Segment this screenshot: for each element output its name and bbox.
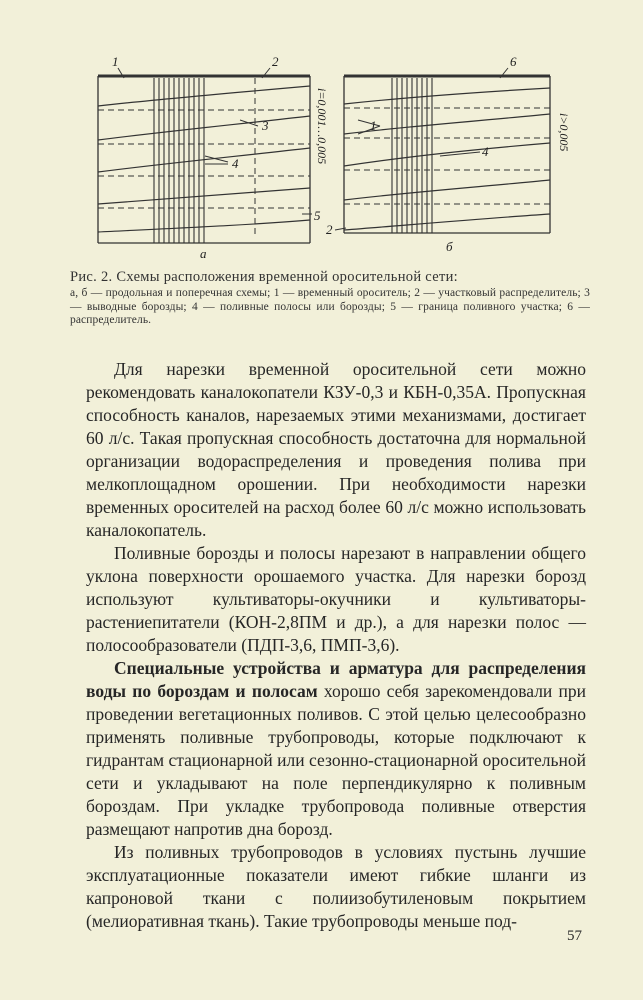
figure-svg <box>80 48 580 268</box>
paragraph-2: Поливные борозды и полосы нарезают в направлении общего уклона поверхности орошаемого участка. Для нарезки борозд используют культиваторы-окучники и культиваторы-растениепитатели (КОН-2,8ПМ и др.), а для нарезки полос — полосообразователи (ПДП-3,6, ПМП-3,6). <box>86 543 586 655</box>
paragraph-3-bold-lead: Специальные устройства и арматура для распределения воды по бороздам и полосам <box>86 658 586 701</box>
paragraph-3-rest: хорошо себя зарекомендовали при проведении вегетационных поливов. С этой целью целесообразно применять поливные трубопроводы, которые подключают к гидрантам стационарной или сезонно-стационарной оросительной сети и укладывают на поле перпендикулярно к поливным бороздам. При укладке трубопровода поливные отверстия размещают напротив дна борозд. <box>86 681 586 839</box>
left-diagram <box>98 68 312 243</box>
caption-title: Рис. 2. Схемы расположения временной оросительной сети: <box>70 269 458 285</box>
paragraph-4: Из поливных трубопроводов в условиях пустынь лучшие эксплуатационные показатели имеют гибкие шланги из капроновой ткани с полиизобутиленовым покрытием (мелиоративная ткань). Такие трубопроводы меньше под- <box>86 842 586 931</box>
right-slope-label: i>0,005 <box>557 113 571 152</box>
left-slope-label: i=0,001…0,005 <box>315 88 329 165</box>
right-diagram-letter: б <box>446 239 453 254</box>
paragraph-1: Для нарезки временной оросительной сети можно рекомендовать каналокопатели КЗУ-0,3 и КБН-0,35А. Пропускная способность каналов, нарезаемых этими механизмами, достигает 60 л/с. Такая пропускная способность достаточна для нормальной организации водораспределения и проведения полива при мелкоплощадном орошении. При необходимости нарезки временных оросителей на расход более 60 л/с можно использовать каналокопатель. <box>86 359 586 540</box>
left-callout-3: 3 <box>262 118 269 133</box>
left-callout-1: 1 <box>112 54 119 69</box>
right-callout-1: 1 <box>370 118 377 133</box>
figure-caption <box>70 270 590 328</box>
left-callout-2: 2 <box>272 54 279 69</box>
left-diagram-letter: а <box>200 246 207 261</box>
caption-legend: а, б — продольная и поперечная схемы; 1 — временный ороситель; 2 — участковый распределитель; 3 — выводные борозды; 4 — поливные полосы или борозды; 5 — граница поливного участка; 6 — распределитель. <box>70 287 590 326</box>
right-callout-6: 6 <box>510 54 517 69</box>
right-callout-2: 2 <box>326 222 333 237</box>
irrigation-network-figure <box>80 48 580 268</box>
right-callout-4: 4 <box>482 144 489 159</box>
body-text <box>86 358 586 933</box>
paragraph-3 <box>86 657 586 841</box>
left-callout-5: 5 <box>314 208 321 223</box>
left-callout-4: 4 <box>232 156 239 171</box>
right-diagram <box>335 68 550 233</box>
page-number: 57 <box>567 928 582 944</box>
